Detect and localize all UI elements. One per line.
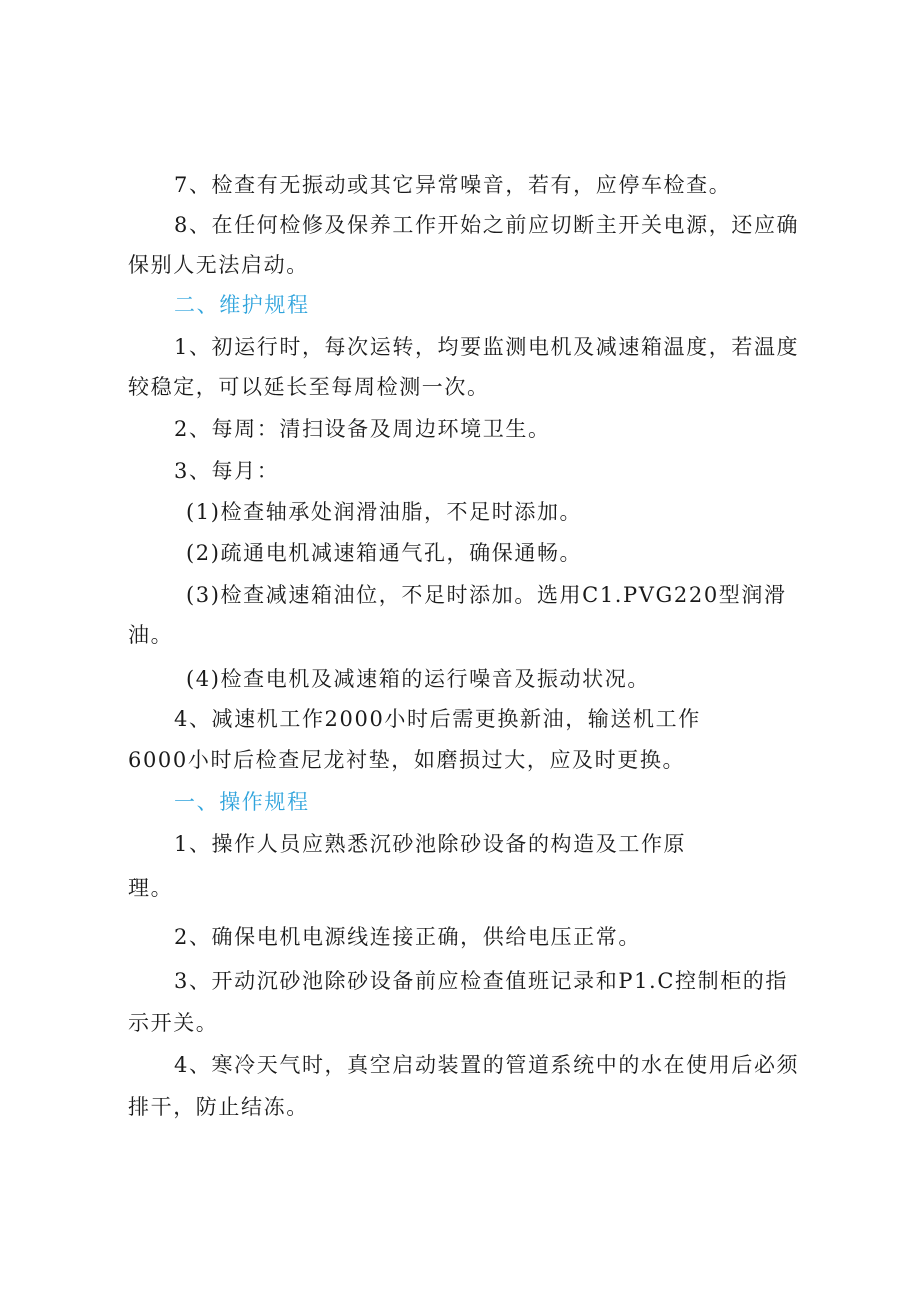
- text-line: (2)疏通电机减速箱通气孔，确保通畅。: [186, 541, 583, 565]
- text-line: 4、寒冷天气时，真空启动装置的管道系统中的水在使用后必须: [174, 1053, 800, 1077]
- text-line: 示开关。: [128, 1011, 219, 1035]
- text-line: 油。: [128, 623, 174, 647]
- text-line: 2、每周：清扫设备及周边环境卫生。: [174, 417, 551, 441]
- text-line: 3、开动沉砂池除砂设备前应检查值班记录和P1.C控制柜的指: [174, 969, 788, 993]
- text-line: (3)检查减速箱油位，不足时添加。选用C1.PVG220型润滑: [186, 583, 787, 607]
- text-line: 2、确保电机电源线连接正确，供给电压正常。: [174, 925, 641, 949]
- text-line: 1、操作人员应熟悉沉砂池除砂设备的构造及工作原: [174, 832, 687, 856]
- text-line: 较稳定，可以延长至每周检测一次。: [128, 375, 490, 399]
- text-line: 8、在任何检修及保养工作开始之前应切断主开关电源，还应确: [174, 213, 800, 237]
- text-line: (1)检查轴承处润滑油脂，不足时添加。: [186, 500, 583, 524]
- text-line: 4、减速机工作2000小时后需更换新油，输送机工作: [174, 707, 701, 731]
- text-line: 保别人无法启动。: [128, 253, 309, 277]
- text-line: 理。: [128, 876, 174, 900]
- text-line: 3、每月：: [174, 459, 280, 483]
- text-line: (4)检查电机及减速箱的运行噪音及振动状况。: [186, 667, 650, 691]
- section-heading-maintenance: 二、维护规程: [174, 293, 310, 317]
- text-line: 7、检查有无振动或其它异常噪音，若有，应停车检查。: [174, 173, 732, 197]
- text-line: 6000小时后检查尼龙衬垫，如磨损过大，应及时更换。: [128, 748, 686, 772]
- text-line: 1、初运行时，每次运转，均要监测电机及减速箱温度，若温度: [174, 335, 800, 359]
- section-heading-operation: 一、操作规程: [174, 790, 310, 814]
- text-line: 排干，防止结冻。: [128, 1095, 309, 1119]
